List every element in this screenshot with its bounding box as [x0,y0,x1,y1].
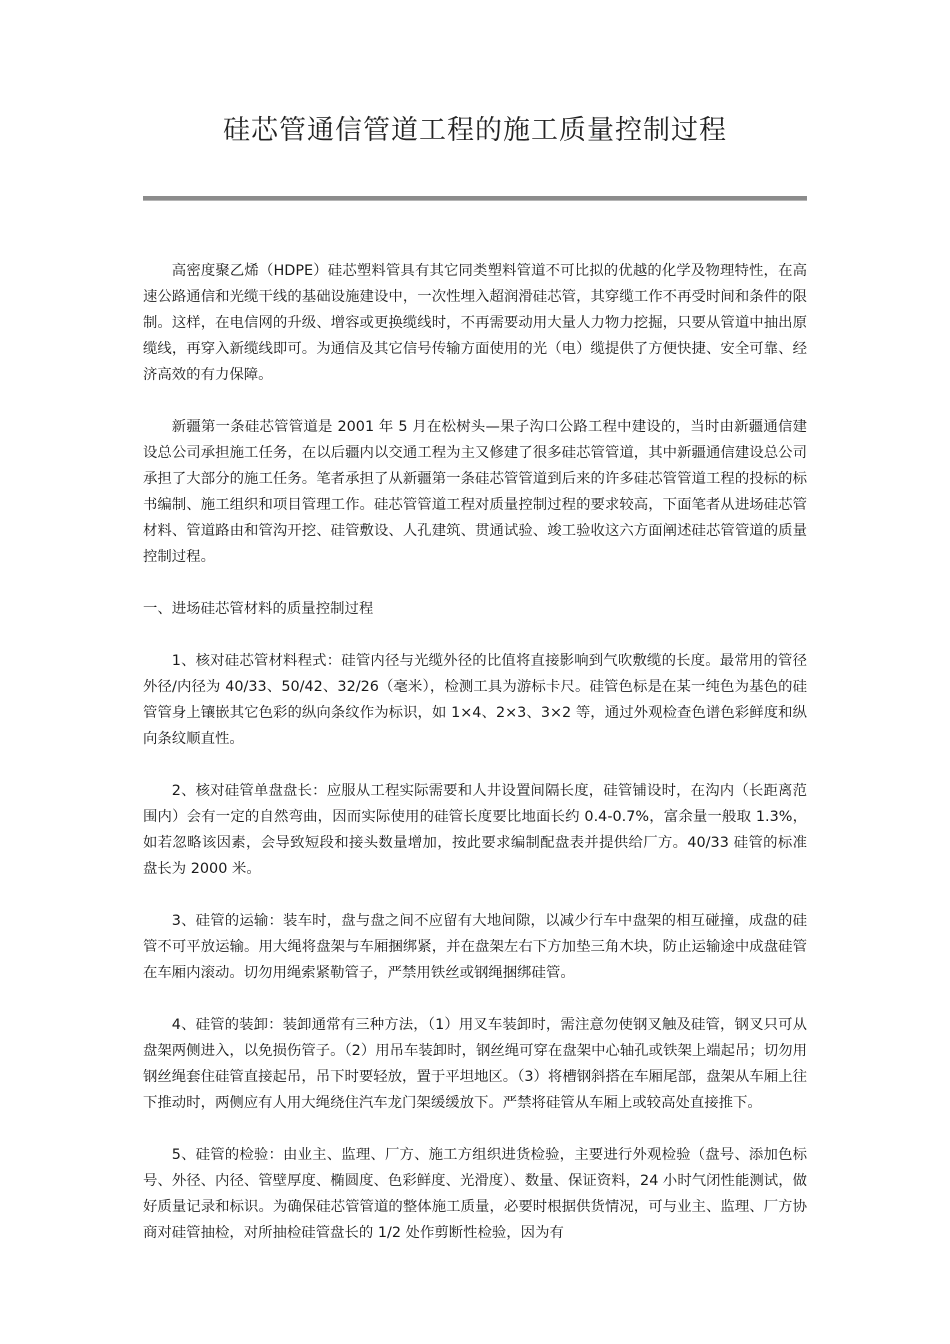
paragraph-intro: 高密度聚乙烯（HDPE）硅芯塑料管具有其它同类塑料管道不可比拟的优越的化学及物理特性，在高速公路通信和光缆干线的基础设施建设中，一次性埋入超润滑硅芯管，其穿缆工作不再受时间和条件的限制。这样，在电信网的升级、增容或更换缆线时，不再需要动用大量人力物力挖掘，只要从管道中抽出原缆线，再穿入新缆线即可。为通信及其它信号传输方面使用的光（电）缆提供了方便快捷、安全可靠、经济高效的有力保障。 [143,263,807,383]
paragraph-item-1: 1、核对硅芯管材料程式：硅管内径与光缆外径的比值将直接影响到气吹敷缆的长度。最常用的管径外径/内径为 40/33、50/42、32/26（毫米），检测工具为游标卡尺。硅管色标是在某一纯色为基色的硅管管身上镶嵌其它色彩的纵向条纹作为标识，如 1×4、2×3、3×2 等，通过外观检查色谱色彩鲜度和纵向条纹顺直性。 [143,653,807,747]
paragraph-background: 新疆第一条硅芯管管道是 2001 年 5 月在松树头—果子沟口公路工程中建设的，当时由新疆通信建设总公司承担施工任务，在以后疆内以交通工程为主又修建了很多硅芯管管道，其中新疆通信建设总公司承担了大部分的施工任务。笔者承担了从新疆第一条硅芯管管道到后来的许多硅芯管管道工程的投标的标书编制、施工组织和项目管理工作。硅芯管管道工程对质量控制过程的要求较高，下面笔者从进场硅芯管材料、管道路由和管沟开挖、硅管敷设、人孔建筑、贯通试验、竣工验收这六方面阐述硅芯管管道的质量控制过程。 [143,419,807,565]
paragraph-item-3: 3、硅管的运输：装车时，盘与盘之间不应留有大地间隙，以减少行车中盘架的相互碰撞，成盘的硅管不可平放运输。用大绳将盘架与车厢捆绑紧，并在盘架左右下方加垫三角木块，防止运输途中成盘硅管在车厢内滚动。切勿用绳索紧勒管子，严禁用铁丝或钢绳捆绑硅管。 [143,913,807,981]
paragraph-item-2: 2、核对硅管单盘盘长：应服从工程实际需要和人井设置间隔长度，硅管铺设时，在沟内（长距离范围内）会有一定的自然弯曲，因而实际使用的硅管长度要比地面长约 0.4-0.7%，富余量一般取 1.3%，如若忽略该因素，会导致短段和接头数量增加，按此要求编制配盘表并提供给厂方。40/33 硅管的标准盘长为 2000 米。 [143,783,807,877]
paragraph-item-5: 5、硅管的检验：由业主、监理、厂方、施工方组织进货检验，主要进行外观检验（盘号、添加色标号、外径、内径、管壁厚度、椭圆度、色彩鲜度、光滑度）、数量、保证资料，24 小时气闭性能测试，做好质量记录和标识。为确保硅芯管管道的整体施工质量，必要时根据供货情况，可与业主、监理、厂方协商对硅管抽检，对所抽检硅管盘长的 1/2 处作剪断性检验，因为有 [143,1147,807,1241]
paragraph-item-4: 4、硅管的装卸：装卸通常有三种方法，（1）用叉车装卸时，需注意勿使钢叉触及硅管，钢叉只可从盘架两侧进入，以免损伤管子。（2）用吊车装卸时，钢丝绳可穿在盘架中心轴孔或铁架上端起吊；切勿用钢丝绳套住硅管直接起吊，吊下时要轻放，置于平坦地区。（3）将槽钢斜搭在车厢尾部，盘架从车厢上往下推动时，两侧应有人用大绳绕住汽车龙门架缓缓放下。严禁将硅管从车厢上或较高处直接推下。 [143,1017,807,1111]
section-heading: 一、进场硅芯管材料的质量控制过程 [143,601,374,617]
document-title: 硅芯管通信管道工程的施工质量控制过程 [223,115,727,146]
document-body [143,258,807,1272]
title-divider [143,196,807,201]
